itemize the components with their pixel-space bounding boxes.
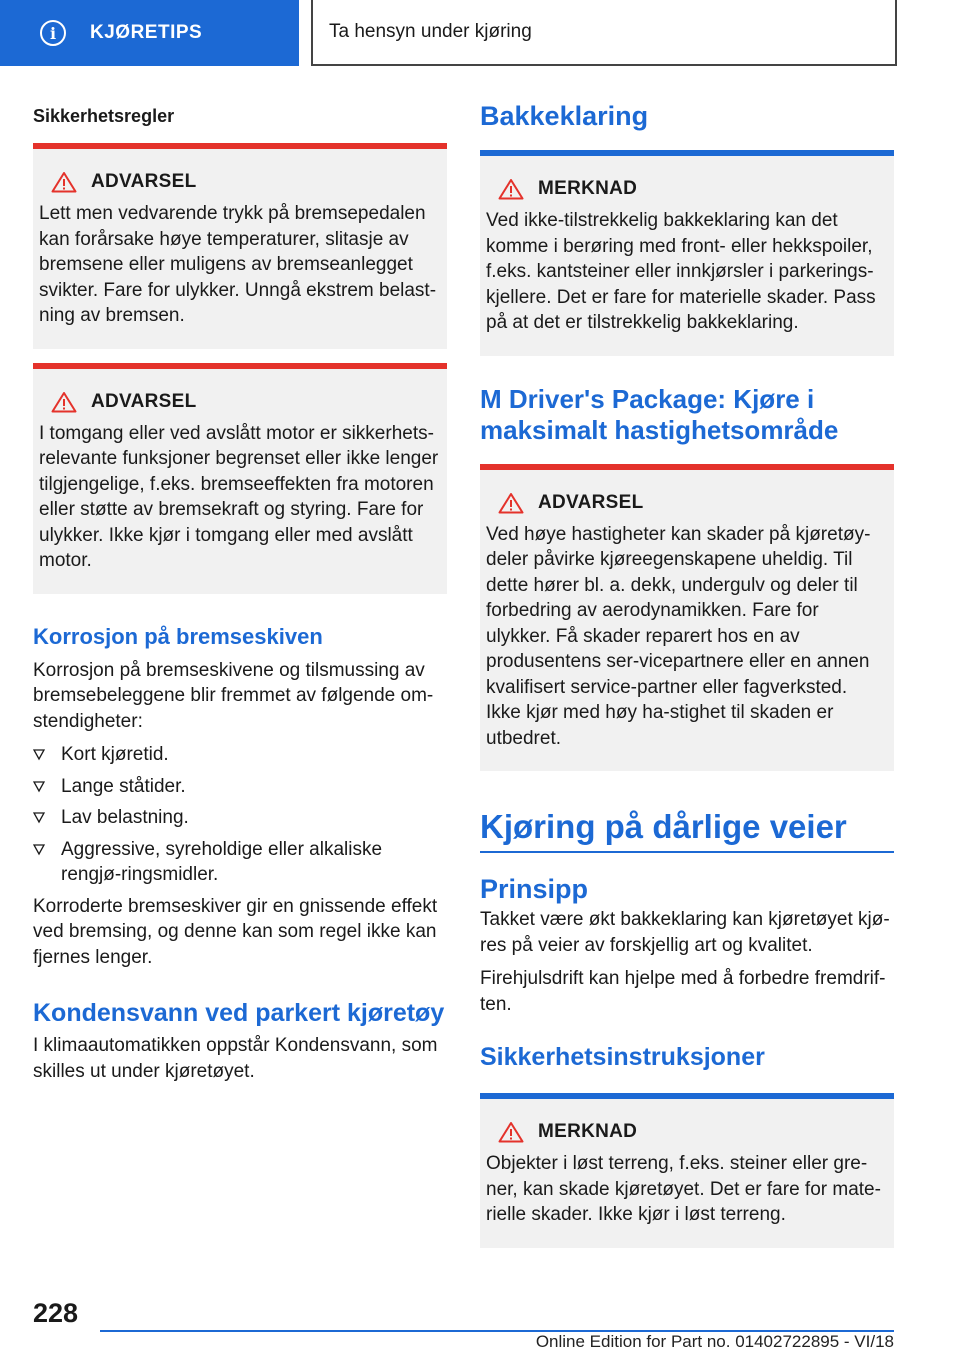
note-label: MERKNAD <box>538 1121 638 1142</box>
warning-triangle-icon <box>498 1121 524 1143</box>
warning-text: I tomgang eller ved avslått motor er sikkerhets-relevante funksjoner begrenset eller ikke lenger tilgjengelige, f.eks. bremseeffekten fra motoren eller støtte av bremsekraft og styring. Fare for ulykker. Ikke kjør i tomgang eller med avslått motor. <box>39 422 439 571</box>
page-number: 228 <box>33 1298 79 1328</box>
bullet-triangle-icon <box>33 844 45 856</box>
bullet-triangle-icon <box>33 781 45 793</box>
list-item: Kort kjøretid. <box>33 742 447 768</box>
note-text: Ved ikke-tilstrekkelig bakkeklaring kan det komme i berøring med front- eller hekkspoiler, f.eks. kantsteiner eller innkjørsler i parkerings-kjellere. Det er fare for materielle skader. Pass på at det er tilstrekkelig bakkeklaring. <box>486 210 876 333</box>
warning-label: ADVARSEL <box>91 171 197 192</box>
warning-text: Lett men vedvarende trykk på bremsepedalen kan forårsake høye temperaturer, slitasje av bremsene eller muligens av bremseanlegget svikter. Fare for ulykker. Unngå ekstrem belast-ning av bremsen. <box>39 203 437 326</box>
bad-roads-heading: Kjøring på dårlige veier <box>480 807 894 853</box>
left-column <box>33 96 447 1092</box>
info-icon: i <box>40 20 66 46</box>
mdriver-heading: M Driver's Package: Kjøre i maksimalt hastighetsområde <box>480 383 839 445</box>
section-label: KJØRETIPS <box>90 22 203 43</box>
note-text: Objekter i løst terreng, f.eks. steiner eller gre-ner, kan skade kjøretøyet. Det er fare for mate-rielle skader. Ikke kjør i løst terreng. <box>486 1153 881 1225</box>
bullet-triangle-icon <box>33 749 45 761</box>
principle-text: Firehjulsdrift kan hjelpe med å forbedre fremdrif-ten. <box>480 968 886 1015</box>
clearance-heading: Bakkeklaring <box>480 101 649 131</box>
corrosion-intro: Korrosjon på bremseskivene og tilsmussing av bremsebeleggene blir fremmet av følgende om-stendigheter: <box>33 659 434 732</box>
page-footer <box>0 1290 960 1362</box>
corrosion-heading: Korrosjon på bremseskiven <box>33 623 323 649</box>
condensation-text: I klimaautomatikken oppstår Kondensvann, som skilles ut under kjøretøyet. <box>33 1035 438 1082</box>
edition-text: Online Edition for Part no. 01402722895 - VI/18 <box>535 1332 894 1351</box>
safety-rules-heading: Sikkerhetsregler <box>33 106 175 126</box>
list-item: Lav belastning. <box>33 805 447 831</box>
principle-text: Takket være økt bakkeklaring kan kjøretøyet kjø-res på veier av forskjellig art og kvalitet. <box>480 909 890 956</box>
warning-box <box>33 363 447 594</box>
note-box <box>480 150 894 356</box>
note-label: MERKNAD <box>538 178 638 199</box>
warning-triangle-icon <box>498 178 524 200</box>
list-item: Lange ståtider. <box>33 774 447 800</box>
condensation-heading: Kondensvann ved parkert kjøretøy <box>33 999 445 1027</box>
warning-label: ADVARSEL <box>91 390 197 412</box>
page-header <box>0 0 960 66</box>
right-column <box>480 96 894 1262</box>
warning-box <box>33 143 447 349</box>
chapter-title: Ta hensyn under kjøring <box>329 21 532 42</box>
list-item: Aggressive, syreholdige eller alkaliske rengjø-ringsmidler. <box>33 837 447 888</box>
principle-heading: Prinsipp <box>480 874 589 904</box>
safety-instructions-heading: Sikkerhetsinstruksjoner <box>480 1043 765 1071</box>
warning-triangle-icon <box>51 171 77 193</box>
section-tab <box>0 0 299 66</box>
bullet-triangle-icon <box>33 812 45 824</box>
note-box <box>480 1093 894 1248</box>
warning-triangle-icon <box>51 391 77 413</box>
corrosion-list <box>33 742 447 888</box>
warning-triangle-icon <box>498 492 524 514</box>
warning-text: Ved høye hastigheter kan skader på kjøretøy-deler påvirke kjøreegenskapene uheldig. Til dette hører bl. a. dekk, undergulv og deler til forbedring av aerodynamikken. Fare for ulykker. Få skader reparert hos en av produsentens ser-vicepartnere eller en annen kvalifisert service-partner eller fagverksted. Ikke kjør med høy ha-stighet til skaden er utbedret. <box>486 523 871 749</box>
warning-label: ADVARSEL <box>538 491 644 513</box>
corrosion-outro: Korroderte bremseskiver gir en gnissende effekt ved bremsing, og denne kan som regel ikke kan fjernes lenger. <box>33 895 438 968</box>
chapter-title-box <box>311 0 897 66</box>
warning-box <box>480 464 894 772</box>
